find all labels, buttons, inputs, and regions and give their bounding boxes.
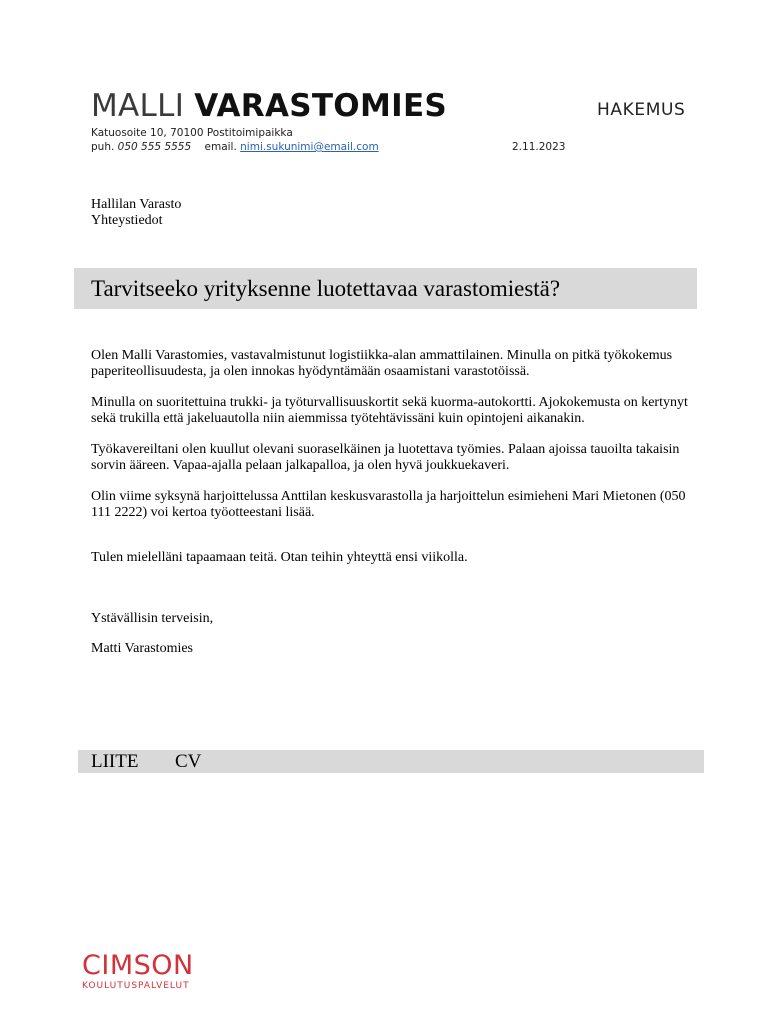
email-link[interactable]: nimi.sukunimi@email.com [240,141,379,153]
letter-headline: Tarvitseeko yrityksenne luotettavaa varastomiestä? [91,276,561,301]
contact-line [91,141,379,153]
logo-tagline: KOULUTUSPALVELUT [82,981,190,990]
recipient-block [91,197,181,229]
attachment-value: CV [175,751,202,772]
body-paragraph-intro: Olen Malli Varastomies, vastavalmistunut logistiikka-alan ammattilainen. Minulla on pitkä työkokemus paperiteollisuudesta, ja olen innokas hyödyntämään osaamistani varastotöissä. [91,348,673,379]
applicant-first-name: MALLI [91,88,185,124]
recipient-contact: Yhteystiedot [91,213,163,228]
signer-name: Matti Varastomies [91,641,194,656]
email-label: email. [204,141,237,153]
cimson-logo [82,950,194,990]
address-line: Katuosoite 10, 70100 Postitoimipaikka [91,127,293,139]
letter-date: 2.11.2023 [512,141,566,153]
phone-label: puh. [91,141,115,153]
body-paragraph-reference: Olin viime syksynä harjoittelussa Anttilan keskusvarastolla ja harjoittelun esimieheni Mari Mietonen (050 111 2222) voi kertoa työotteestani lisää. [91,489,686,520]
body-paragraph-followup: Tulen mielelläni tapaamaan teitä. Otan teihin yhteyttä ensi viikolla. [91,550,468,565]
body-paragraph-character: Työkavereiltani olen kuullut olevani suoraselkäinen ja luotettava työmies. Palaan ajoissa tauoilta takaisin sorvin ääreen. Vapaa-ajalla pelaan jalkapalloa, ja olen hyvä joukkuekaveri. [91,442,680,473]
closing-line: Ystävällisin terveisin, [91,611,214,626]
logo-brand: CIMSON [82,950,194,981]
document-type: HAKEMUS [597,100,686,120]
applicant-last-name: VARASTOMIES [194,88,448,124]
recipient-name: Hallilan Varasto [91,197,182,212]
attachment-bar [78,750,704,773]
body-paragraph-licenses: Minulla on suoritettuina trukki- ja työturvallisuuskortit sekä kuorma-autokortti. Ajokokemusta on kertynyt sekä trukilla että jakeluautolla niin aiemmissa työtehtävissäni kuin opintojeni aikanakin. [91,395,688,426]
attachment-label: LIITE [91,751,139,772]
applicant-name [91,86,447,126]
phone-number: 050 555 5555 [117,141,192,153]
